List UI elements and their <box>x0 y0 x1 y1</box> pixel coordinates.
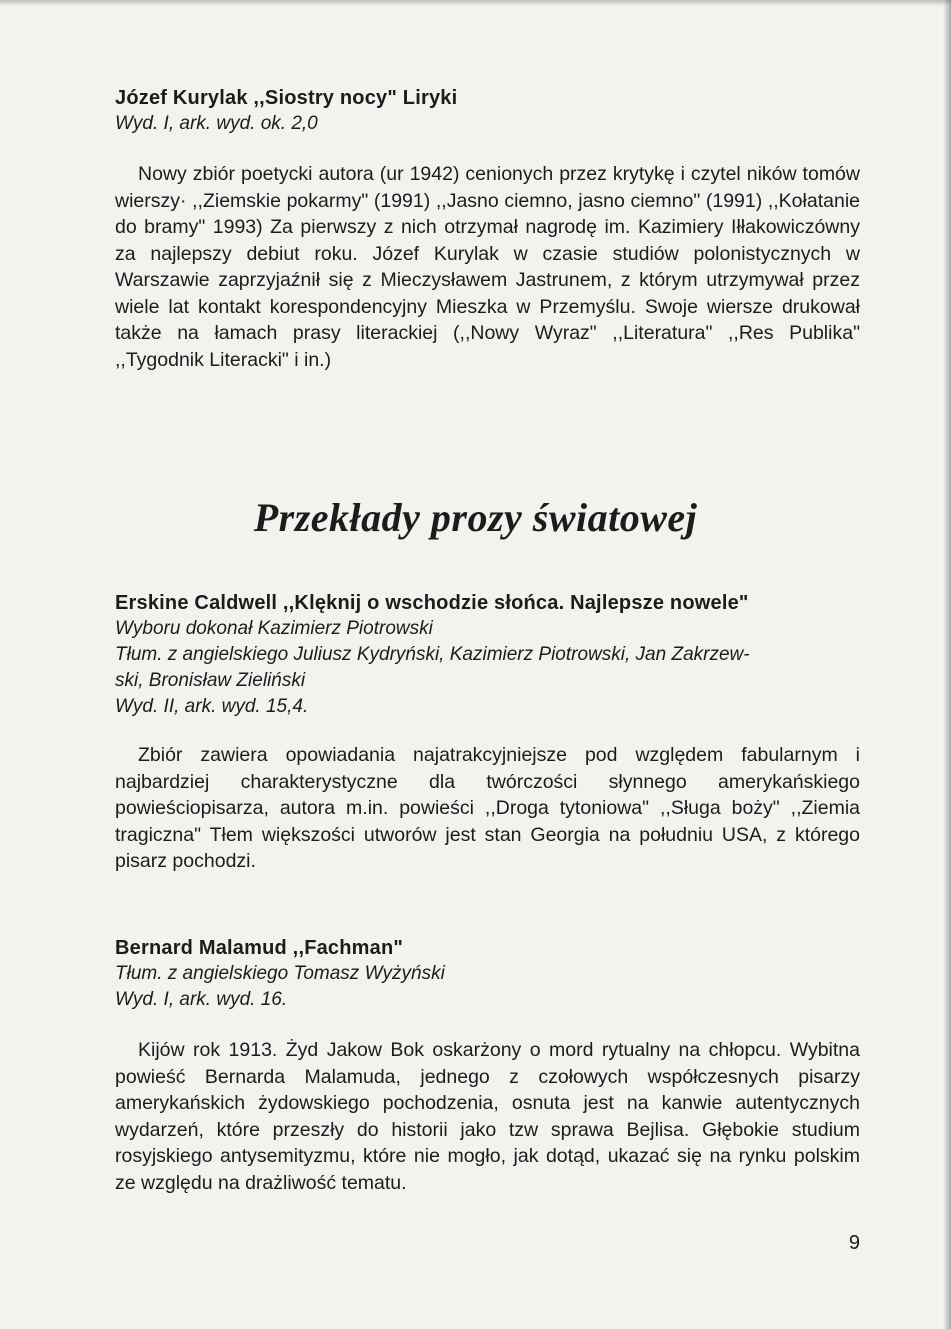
entry-meta-line: Tłum. z angielskiego Tomasz Wyżyński <box>115 963 445 984</box>
section-heading: Przekłady prozy światowej <box>253 495 698 540</box>
entry-description: Kijów rok 1913. Żyd Jakow Bok oskarżony o mord rytualny na chłopcu. Wybitna powieść Bernarda Malamuda, jednego z czołowych współczesnych pisarzy amerykańskich żydowskiego pochodzenia, osnuta jest na kanwie autentycznych wydarzeń, które przeszły do historii jako tzw sprawa Bejlisa. Głębokie studium rosyjskiego antysemityzmu, które nie mogło, jak dotąd, ukazać się na rynku polskim ze względu na drażliwość tematu. <box>115 1039 860 1194</box>
entry-meta-line: Wyd. I, ark. wyd. ok. 2,0 <box>115 113 318 134</box>
entry-meta-line: ski, Bronisław Zieliński <box>115 670 306 691</box>
entry-description: Nowy zbiór poetycki autora (ur 1942) cenionych przez krytykę i czytel ników tomów wierszy· ,,Ziemskie pokarmy" (1991) ,,Jasno ciemno, jasno ciemno" (1991) ,,Kołatanie do bramy" 1993) Za pierwszy z nich otrzymał nagrodę im. Kazimiery Iłłakowiczówny za najlepszy debiut roku. Józef Kurylak w czasie studiów polonistycznych w Warszawie zaprzyjaźnił się z Mieczysławem Jastrunem, z którym utrzymywał przez wiele lat kontakt korespondencyjny Mieszka w Przemyślu. Swoje wiersze drukował także na łamach prasy literackiej (,,Nowy Wyraz" ,,Literatura" ,,Res Publika" ,,Tygodnik Literacki" i in.) <box>115 163 860 371</box>
entry-meta-line: Wyd. II, ark. wyd. 15,4. <box>115 696 309 717</box>
entry-meta-line: Wyd. I, ark. wyd. 16. <box>115 989 288 1010</box>
book-entry-kurylak <box>115 85 860 373</box>
entry-description: Zbiór zawiera opowiadania najatrakcyjniejsze pod względem fabularnym i najbardziej charakterystyczne dla twórczości słynnego amerykańskiego powieściopisarza, autora m.in. powieści ,,Droga tytoniowa" ,,Sługa boży" ,,Ziemia tragiczna" Tłem większości utworów jest stan Georgia na południu USA, z którego pisarz pochodzi. <box>115 744 860 872</box>
page-edge-shadow <box>943 0 951 1329</box>
page-number: 9 <box>848 1232 860 1254</box>
book-entry-malamud <box>115 935 860 1196</box>
entry-meta-line: Wyboru dokonał Kazimierz Piotrowski <box>115 618 433 639</box>
entry-meta-line: Tłum. z angielskiego Juliusz Kydryński, Kazimierz Piotrowski, Jan Zakrzew- <box>115 644 750 665</box>
entry-title: Erskine Caldwell ,,Klęknij o wschodzie słońca. Najlepsze nowele" <box>115 592 749 614</box>
entry-title: Bernard Malamud ,,Fachman" <box>115 937 404 959</box>
entry-title: Józef Kurylak ,,Siostry nocy" Liryki <box>115 87 458 109</box>
book-entry-caldwell <box>115 590 860 875</box>
page-top-shadow <box>0 0 951 6</box>
